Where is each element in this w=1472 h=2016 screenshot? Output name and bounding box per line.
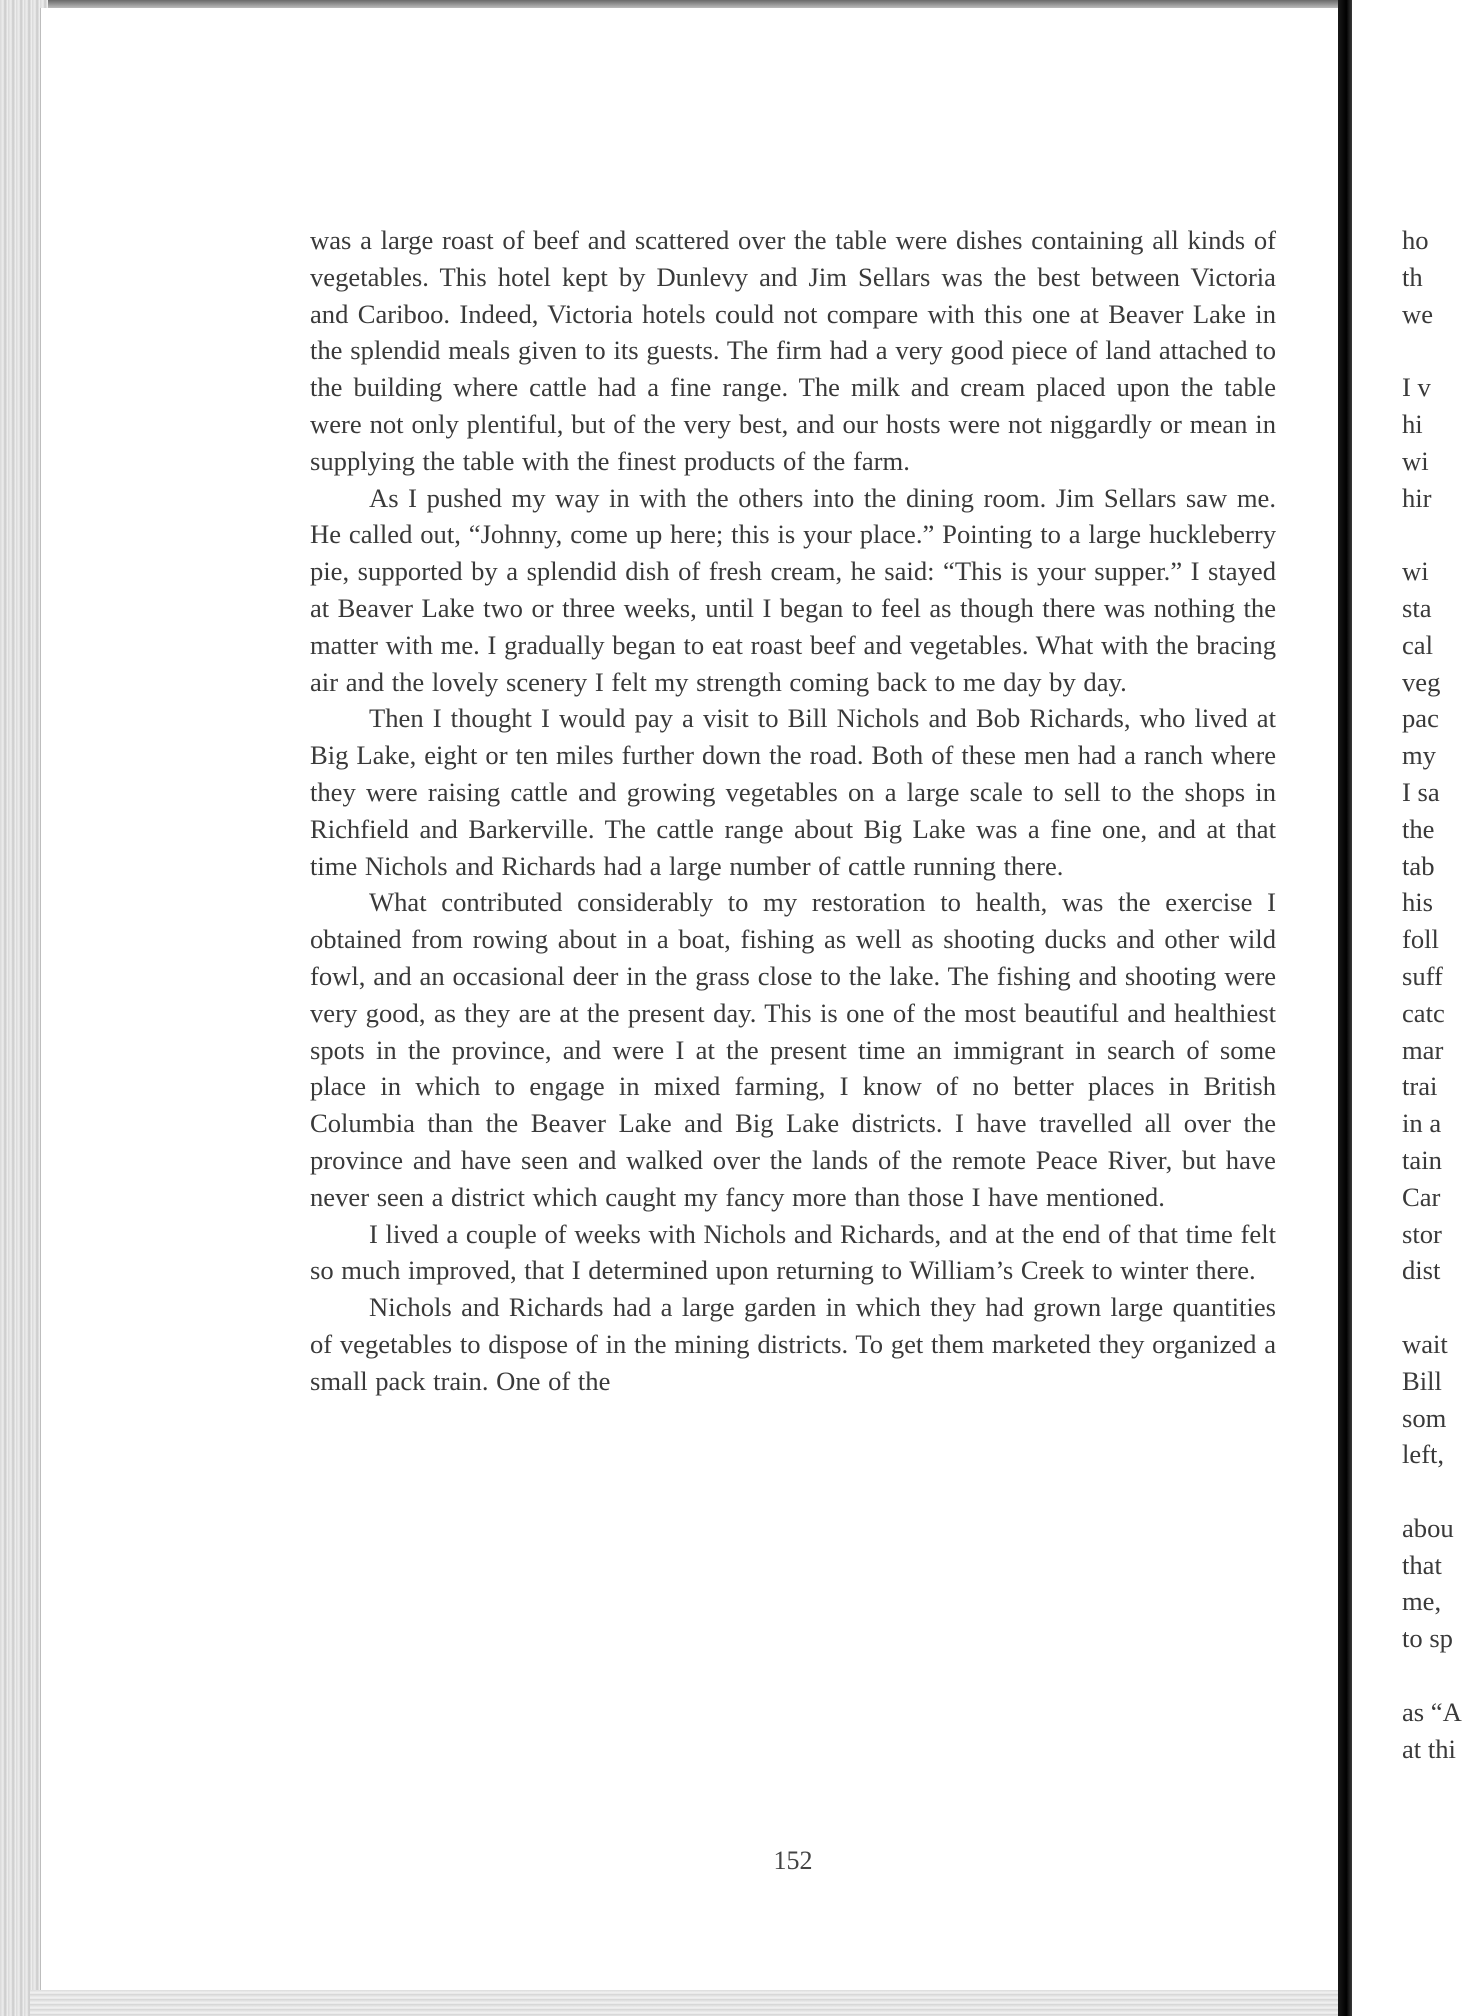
facing-page-line: stor bbox=[1402, 1218, 1442, 1249]
facing-page-line: tab bbox=[1402, 850, 1435, 881]
facing-page-line: cal bbox=[1402, 629, 1433, 660]
facing-page-line: the bbox=[1402, 813, 1435, 844]
facing-page-line: at thi bbox=[1402, 1733, 1456, 1764]
facing-page-line: in a bbox=[1402, 1108, 1442, 1139]
paragraph: was a large roast of beef and scattered over the table were dishes containing all kinds of vegetables. This hotel kept by Dunlevy and Jim Sellars was the best between Victoria and Cariboo. Indeed, Victoria hotels could not compare with this one at Beaver Lake in the splendid meals given to its guests. The firm had a very good piece of land attached to the building where cattle had a fine range. The milk and cream placed upon the table were not only plentiful, but of the very best, and our hosts were not niggardly or mean in supplying the table with the finest products of the farm. bbox=[310, 225, 1276, 476]
facing-page-line: veg bbox=[1402, 666, 1441, 697]
paragraph: Then I thought I would pay a visit to Bill Nichols and Bob Richards, who lived at Big Lake, eight or ten miles further down the road. Both of these men had a ranch where they were raising cattle and growing vegetables on a large scale to sell to the shops in Richfield and Barkerville. The cattle range about Big Lake was a fine one, and at that time Nichols and Richards had a large number of cattle running there. bbox=[310, 703, 1276, 881]
facing-page-line: som bbox=[1402, 1402, 1447, 1433]
paragraph: Nichols and Richards had a large garden in which they had grown large quantities of vegetables to dispose of in the mining districts. To get them marketed they organized a small pack train. One of the bbox=[310, 1292, 1276, 1396]
facing-page-line: hi bbox=[1402, 408, 1423, 439]
facing-page-line: sta bbox=[1402, 592, 1432, 623]
facing-page-line: foll bbox=[1402, 924, 1439, 955]
facing-page-line bbox=[1402, 1473, 1472, 1510]
body-text bbox=[310, 222, 1276, 1400]
page-number: 152 bbox=[773, 1846, 813, 1875]
facing-page-line: ho bbox=[1402, 225, 1429, 255]
facing-page-line: trai bbox=[1402, 1071, 1438, 1102]
facing-page-line bbox=[1402, 1657, 1472, 1694]
facing-page-line: hir bbox=[1402, 482, 1432, 513]
book-gutter bbox=[1338, 0, 1352, 2016]
facing-page-line: th bbox=[1402, 261, 1423, 292]
facing-page-line: to sp bbox=[1402, 1623, 1453, 1654]
facing-page-line: wi bbox=[1402, 445, 1429, 476]
facing-page-line: my bbox=[1402, 740, 1436, 771]
facing-page-line: dist bbox=[1402, 1255, 1441, 1286]
paragraph: As I pushed my way in with the others into the dining room. Jim Sellars saw me. He called out, “Johnny, come up here; this is your place.” Pointing to a large huckleberry pie, supported by a splendid dish of fresh cream, he said: “This is your supper.” I stayed at Beaver Lake two or three weeks, until I began to feel as though there was nothing the matter with me. I gradually began to eat roast beef and vegetables. What with the bracing air and the lovely scenery I felt my strength coming back to me day by day. bbox=[310, 482, 1276, 697]
facing-page-text bbox=[1402, 222, 1472, 1767]
facing-page-line: I v bbox=[1402, 372, 1431, 403]
facing-page-line bbox=[1402, 332, 1472, 369]
facing-page-line: his bbox=[1402, 887, 1434, 918]
facing-page-line: as “A bbox=[1402, 1696, 1462, 1727]
facing-page-line bbox=[1402, 1289, 1472, 1326]
facing-page-line: I sa bbox=[1402, 776, 1440, 807]
book-bottom-edge bbox=[30, 1990, 1350, 2016]
facing-page-line: me, bbox=[1402, 1586, 1442, 1617]
facing-page-line: pac bbox=[1402, 703, 1439, 734]
facing-page-line: catc bbox=[1402, 997, 1445, 1028]
facing-page-line: abou bbox=[1402, 1512, 1454, 1543]
facing-page-line: wi bbox=[1402, 556, 1429, 587]
facing-page-line: Car bbox=[1402, 1181, 1441, 1212]
facing-page-line: wait bbox=[1402, 1328, 1448, 1359]
facing-page-line: suff bbox=[1402, 960, 1443, 991]
facing-page-line: that bbox=[1402, 1549, 1442, 1580]
facing-page-line: Bill bbox=[1402, 1365, 1442, 1396]
facing-page-line: we bbox=[1402, 298, 1434, 329]
facing-page-line: mar bbox=[1402, 1034, 1444, 1065]
facing-page-line: left, bbox=[1402, 1439, 1445, 1470]
facing-page-line: tain bbox=[1402, 1144, 1442, 1175]
paragraph: I lived a couple of weeks with Nichols and Richards, and at the end of that time felt so much improved, that I determined upon returning to William’s Creek to winter there. bbox=[310, 1218, 1276, 1286]
paragraph: What contributed considerably to my restoration to health, was the exercise I obtained from rowing about in a boat, fishing as well as shooting ducks and other wild fowl, and an occasional deer in the grass close to the lake. The fishing and shooting were very good, as they are at the present day. This is one of the most beautiful and healthiest spots in the province, and were I at the present time an immigrant in search of some place in which to engage in mixed farming, I know of no better places in British Columbia than the Beaver Lake and Big Lake districts. I have travelled all over the province and have seen and walked over the lands of the remote Peace River, but have never seen a district which caught my fancy more than those I have mentioned. bbox=[310, 887, 1276, 1212]
facing-page-line bbox=[1402, 516, 1472, 553]
